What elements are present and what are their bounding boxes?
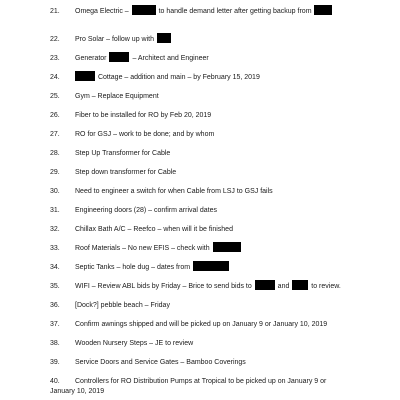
item-number: 21. (50, 8, 60, 15)
item-number: 26. (50, 112, 60, 119)
list-item (0, 147, 400, 161)
list-item (0, 204, 400, 218)
list-item (0, 185, 400, 199)
list-item (0, 337, 400, 351)
item-number: 32. (50, 226, 60, 233)
list-item (0, 261, 400, 275)
redaction-box (193, 261, 229, 271)
list-item (0, 128, 400, 142)
list-item-continuation (0, 385, 400, 399)
item-text: Fiber to be installed for RO by Feb 20, 2019 (75, 112, 212, 119)
item-text: Service Doors and Service Gates – Bamboo Coverings (75, 359, 246, 366)
list-item (0, 109, 400, 123)
item-text (75, 5, 388, 19)
item-text: Need to engineer a switch for when Cable from LSJ to GSJ fails (75, 188, 273, 195)
item-text (75, 261, 388, 275)
item-number: 22. (50, 36, 60, 43)
item-text: [Dock?] pebble beach – Friday (75, 302, 170, 309)
item-number: 23. (50, 55, 60, 62)
list-item (0, 242, 400, 256)
redaction-box (157, 33, 171, 43)
item-number: 27. (50, 131, 60, 138)
redaction-box (109, 52, 129, 62)
item-number: 24. (50, 74, 60, 81)
list-item (0, 5, 400, 19)
item-text: Step Up Transformer for Cable (75, 150, 171, 157)
item-text-part: Generator (75, 55, 107, 62)
redaction-box (255, 280, 275, 290)
item-text-part: and (277, 283, 290, 290)
item-number: 36. (50, 302, 60, 309)
item-number: 37. (50, 321, 60, 328)
item-text: Confirm awnings shipped and will be picked up on January 9 or January 10, 2019 (75, 321, 328, 328)
item-text-part: Omega Electric – (75, 8, 129, 15)
list-item (0, 90, 400, 104)
item-text-part: Roof Materials – No new EFIS – check with (75, 245, 210, 252)
item-text (75, 242, 388, 256)
item-text: Engineering doors (28) – confirm arrival dates (75, 207, 218, 214)
list-item (0, 299, 400, 313)
item-text (75, 71, 388, 85)
list-item (0, 166, 400, 180)
item-text-part: Cottage – addition and main – by February 15, 2019 (97, 74, 260, 81)
redaction-box (213, 242, 241, 252)
item-number: 34. (50, 264, 60, 271)
item-number: 39. (50, 359, 60, 366)
list-item (0, 318, 400, 332)
item-text-part: WIFI – Review ABL bids by Friday – Brice to send bids to (75, 283, 252, 290)
list-item (0, 223, 400, 237)
item-text (75, 33, 388, 47)
item-text-part: to handle demand letter after getting backup from (158, 8, 312, 15)
item-number: 25. (50, 93, 60, 100)
item-number: 31. (50, 207, 60, 214)
item-text-part: to review. (311, 283, 341, 290)
list-item (0, 280, 400, 294)
list-item (0, 71, 400, 85)
item-number: 38. (50, 340, 60, 347)
item-text: Step down transformer for Cable (75, 169, 177, 176)
item-number: 28. (50, 150, 60, 157)
item-text: Chillax Bath A/C – Reefco – when will it be finished (75, 226, 233, 233)
item-text: Gym – Replace Equipment (75, 93, 159, 100)
item-text-part: Septic Tanks – hole dug – dates from (75, 264, 191, 271)
item-text-part: Pro Solar – follow up with (75, 36, 154, 43)
item-text (75, 52, 388, 66)
redaction-box (292, 280, 308, 290)
item-number: 35. (50, 283, 60, 290)
item-text: January 10, 2019 (50, 388, 105, 395)
item-text-part: – Architect and Engineer (132, 55, 209, 62)
item-number: 30. (50, 188, 60, 195)
redaction-box (75, 71, 95, 81)
item-text (75, 280, 388, 294)
list-item (0, 356, 400, 370)
item-text: Wooden Nursery Steps – JE to review (75, 340, 194, 347)
item-number: 40. (50, 378, 60, 385)
list-item (0, 52, 400, 66)
redaction-box (314, 5, 332, 15)
redaction-box (132, 5, 156, 15)
item-number: 29. (50, 169, 60, 176)
item-text: Controllers for RO Distribution Pumps at Tropical to be picked up on January 9 or (75, 378, 327, 385)
list-item (0, 33, 400, 47)
item-number: 33. (50, 245, 60, 252)
item-text: RO for GSJ – work to be done; and by whom (75, 131, 215, 138)
